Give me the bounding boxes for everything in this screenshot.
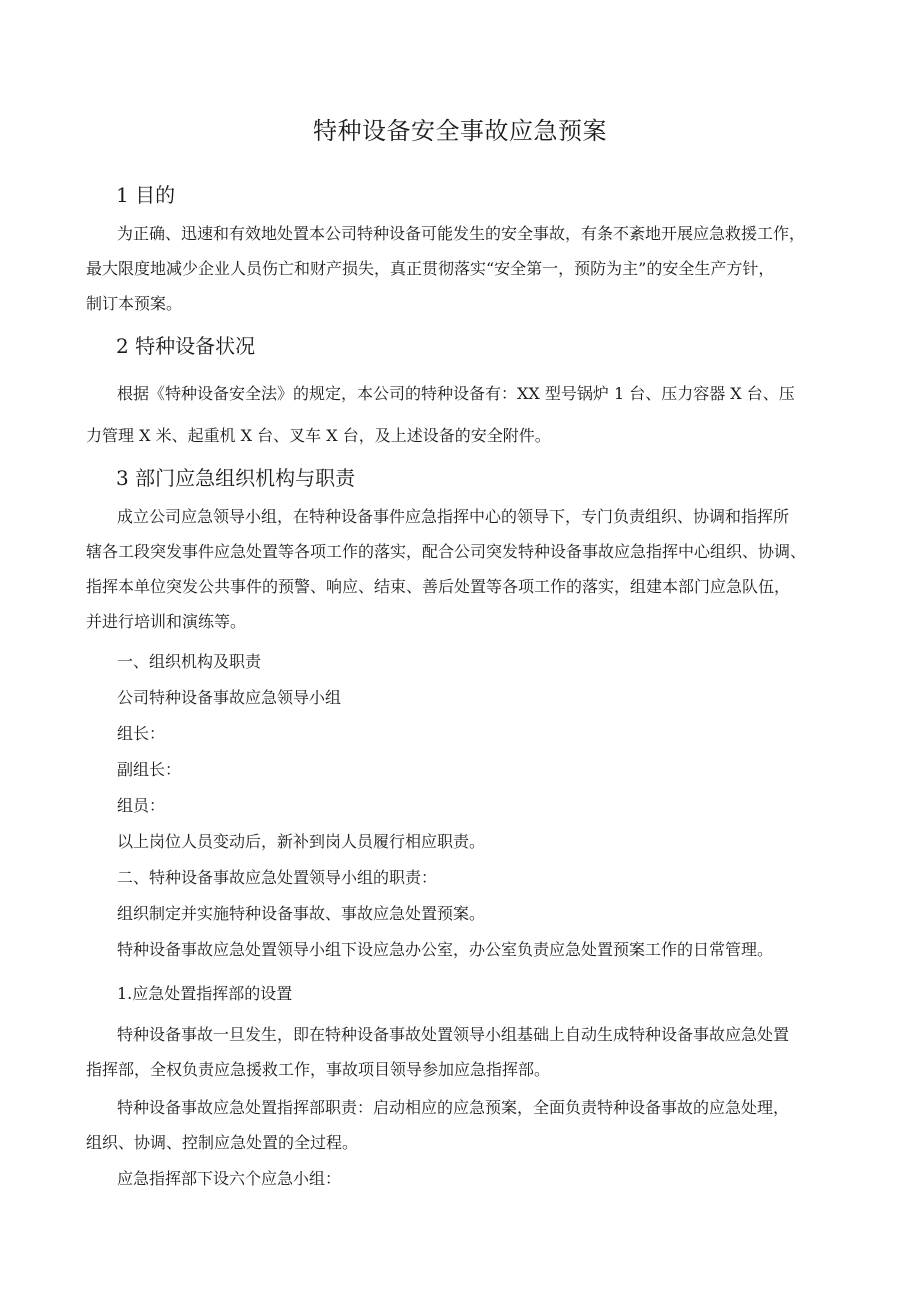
section-1-heading: 1 目的 xyxy=(116,183,176,207)
replacement-note: 以上岗位人员变动后，新补到岗人员履行相应职责。 xyxy=(117,832,486,851)
command-duties-line: 特种设备事故应急处置指挥部职责：启动相应的应急预案，全面负责特种设备事故的应急处理， xyxy=(117,1098,790,1117)
subsection-duties: 二、特种设备事故应急处置领导小组的职责： xyxy=(117,868,438,887)
section-2-heading: 2 特种设备状况 xyxy=(116,334,256,358)
section-2-paragraph-line: 力管理 X 米、起重机 X 台、叉车 X 台，及上述设备的安全附件。 xyxy=(86,426,551,445)
section-2-paragraph-line: 根据《特种设备安全法》的规定，本公司的特种设备有：XX 型号锅炉 1 台、压力容器 X 台、压 xyxy=(117,384,795,403)
section-1-paragraph-line: 最大限度地减少企业人员伤亡和财产损失，真正贯彻落实“安全第一，预防为主”的安全生产方针， xyxy=(86,259,775,278)
section-3-paragraph-line: 辖各工段突发事件应急处置等各项工作的落实，配合公司突发特种设备事故应急指挥中心组织、协调、 xyxy=(86,542,807,561)
deputy-leader-label: 副组长： xyxy=(117,760,182,779)
command-paragraph-line: 特种设备事故一旦发生，即在特种设备事故处置领导小组基础上自动生成特种设备事故应急处置 xyxy=(117,1025,790,1044)
section-3-paragraph-line: 成立公司应急领导小组，在特种设备事件应急指挥中心的领导下，专门负责组织、协调和指挥所 xyxy=(117,507,790,526)
leadership-group-name: 公司特种设备事故应急领导小组 xyxy=(117,688,342,707)
members-label: 组员： xyxy=(117,796,166,815)
duty-line: 组织制定并实施特种设备事故、事故应急处置预案。 xyxy=(117,904,486,923)
section-3-paragraph-line: 指挥本单位突发公共事件的预警、响应、结束、善后处置等各项工作的落实，组建本部门应急队伍， xyxy=(86,577,791,596)
section-3-paragraph-line: 并进行培训和演练等。 xyxy=(86,612,247,631)
document-title: 特种设备安全事故应急预案 xyxy=(313,117,607,145)
command-paragraph-line: 指挥部，全权负责应急援救工作，事故项目领导参加应急指挥部。 xyxy=(86,1060,551,1079)
section-3-heading: 3 部门应急组织机构与职责 xyxy=(116,466,356,490)
command-duties-line: 组织、协调、控制应急处置的全过程。 xyxy=(86,1133,359,1152)
item-command-setup: 1.应急处置指挥部的设置 xyxy=(117,984,293,1003)
subsection-org-structure: 一、组织机构及职责 xyxy=(117,652,262,671)
duty-line: 特种设备事故应急处置领导小组下设应急办公室，办公室负责应急处置预案工作的日常管理。 xyxy=(117,940,774,959)
section-1-paragraph-line: 为正确、迅速和有效地处置本公司特种设备可能发生的安全事故，有条不紊地开展应急救援工作， xyxy=(117,224,806,243)
section-1-paragraph-line: 制订本预案。 xyxy=(86,294,183,313)
emergency-groups-intro: 应急指挥部下设六个应急小组： xyxy=(117,1169,342,1188)
leader-label: 组长： xyxy=(117,724,166,743)
